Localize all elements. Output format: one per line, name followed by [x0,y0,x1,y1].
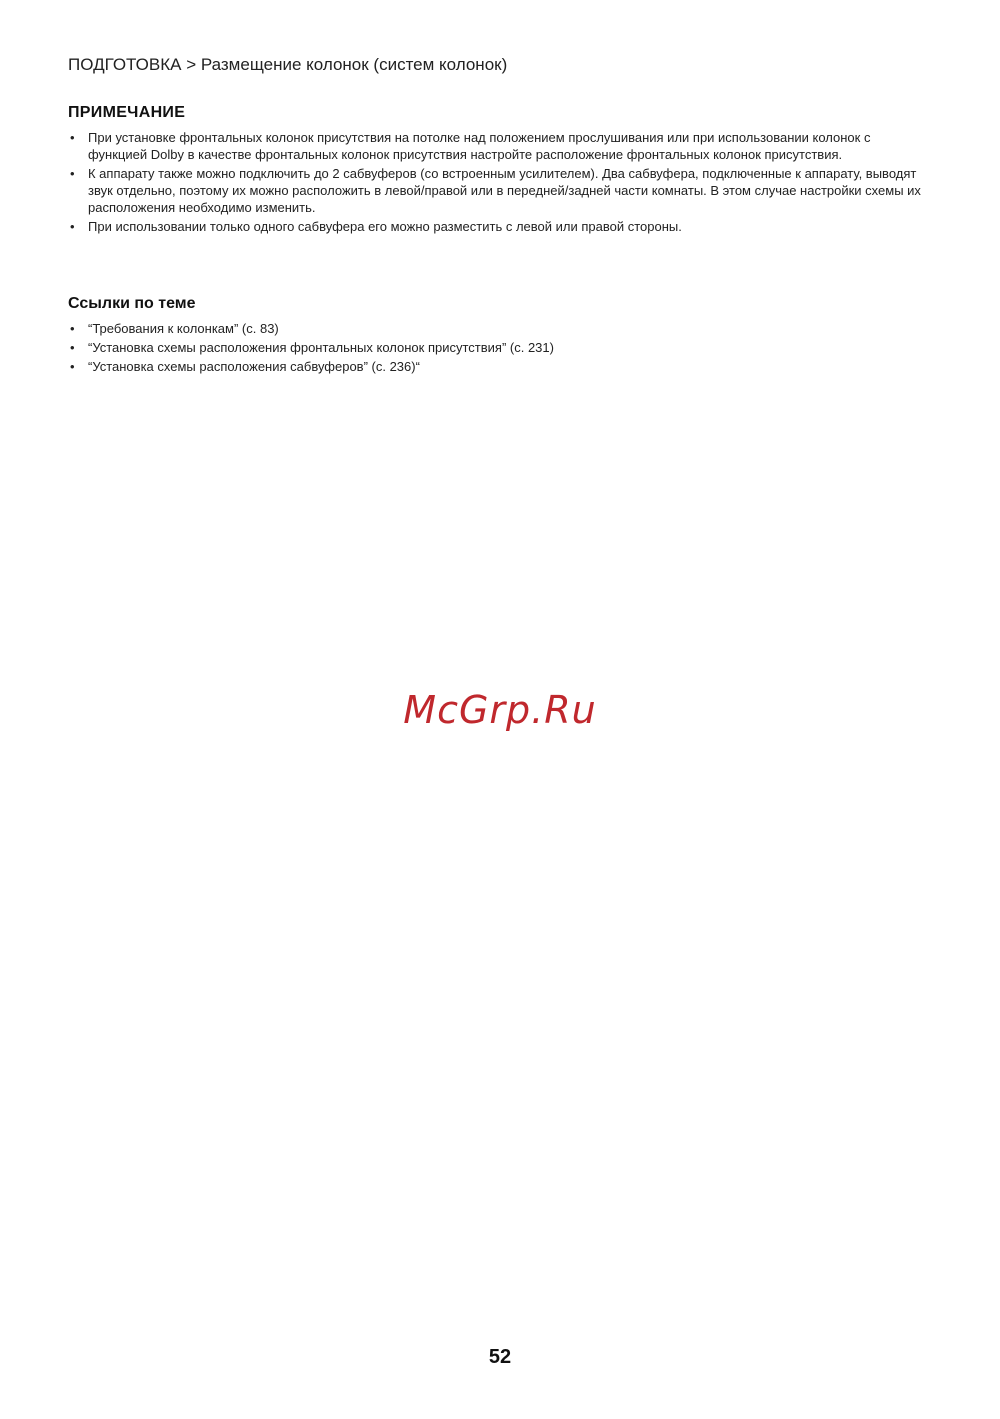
note-heading: ПРИМЕЧАНИЕ [68,104,186,121]
related-list [68,320,930,375]
page-number: 52 [488,1346,512,1368]
list-item [68,339,930,356]
note-list [68,129,930,235]
note-item-text: При использовании только одного сабвуфера его можно разместить с левой или правой стороны. [88,219,682,234]
list-item [68,358,930,375]
list-item [68,165,930,216]
note-section [68,103,930,237]
related-section [68,294,930,377]
related-link[interactable]: “Требования к колонкам” (с. 83) [88,321,279,336]
note-item-text: При установке фронтальных колонок присутствия на потолке над положением прослушивания или при использовании колонок с функцией Dolby в качестве фронтальных колонок присутствия настройте расположение фронтальных колонок присутствия. [88,130,871,162]
watermark: McGrp.Ru [403,688,597,732]
related-link[interactable]: “Установка схемы расположения фронтальных колонок присутствия” (с. 231) [88,340,554,355]
note-item-text: К аппарату также можно подключить до 2 сабвуферов (со встроенным усилителем). Два сабвуфера, подключенные к аппарату, выводят звук отдельно, поэтому их можно расположить в левой/правой или в передней/задней части комнаты. В этом случае настройки схемы их расположения необходимо изменить. [88,166,921,215]
list-item [68,129,930,163]
bullet-icon: • [70,219,75,234]
breadcrumb: ПОДГОТОВКА > Размещение колонок (систем колонок) [68,55,508,74]
related-link[interactable]: “Установка схемы расположения сабвуферов” (с. 236)“ [88,359,420,374]
bullet-icon: • [70,359,75,374]
bullet-icon: • [70,130,75,145]
bullet-icon: • [70,340,75,355]
related-heading: Ссылки по теме [68,295,196,312]
list-item [68,320,930,337]
bullet-icon: • [70,321,75,336]
list-item [68,218,930,235]
bullet-icon: • [70,166,75,181]
